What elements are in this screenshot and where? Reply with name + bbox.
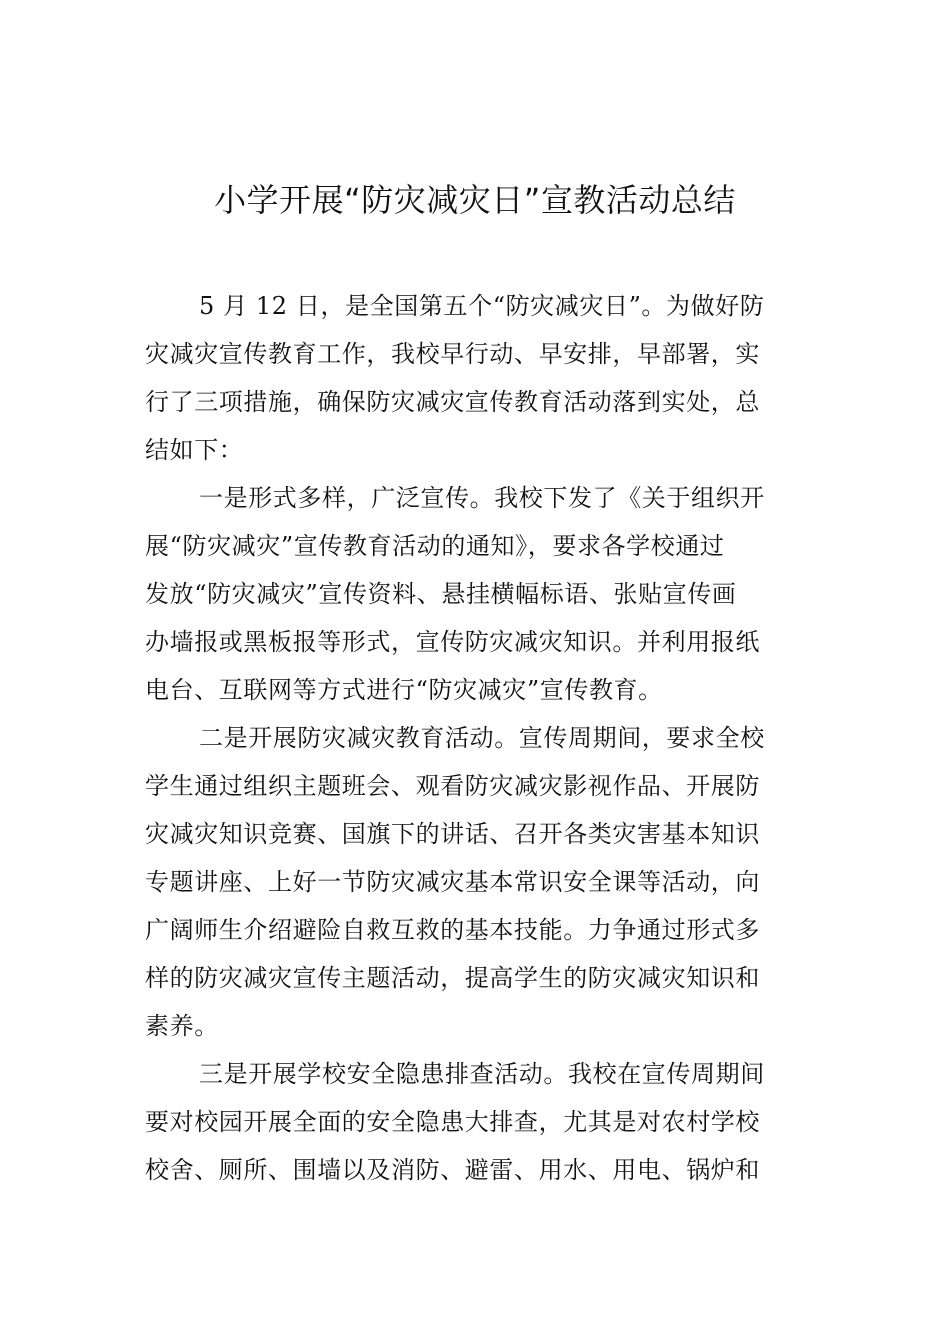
paragraph-line: 样的防灾减灾宣传主题活动，提高学生的防灾减灾知识和 — [145, 964, 760, 992]
paragraph-line: 广阔师生介绍避险自救互救的基本技能。力争通过形式多 — [145, 916, 760, 944]
paragraph-line: 灾减灾知识竞赛、国旗下的讲话、召开各类灾害基本知识 — [145, 820, 760, 848]
paragraph-line: 5 月 12 日，是全国第五个“防灾减灾日”。为做好防 — [199, 292, 765, 320]
paragraph-line: 发放“防灾减灾”宣传资料、悬挂横幅标语、张贴宣传画 — [145, 580, 737, 608]
document-body — [145, 282, 805, 1194]
paragraph-line: 办墙报或黑板报等形式，宣传防灾减灾知识。并利用报纸 — [145, 628, 760, 656]
paragraph-line: 灾减灾宣传教育工作，我校早行动、早安排，早部署，实 — [145, 340, 760, 368]
paragraph-line: 三是开展学校安全隐患排查活动。我校在宣传周期间 — [199, 1060, 765, 1088]
paragraph-line: 一是形式多样，广泛宣传。我校下发了《关于组织开 — [199, 484, 765, 512]
document-title: 小学开展“防灾减灾日”宣教活动总结 — [214, 181, 736, 219]
paragraph-measure-one — [145, 474, 805, 714]
paragraph-measure-three — [145, 1050, 805, 1194]
paragraph-line: 结如下： — [145, 436, 244, 464]
paragraph-line: 校舍、厕所、围墙以及消防、避雷、用水、用电、锅炉和 — [145, 1156, 760, 1184]
paragraph-line: 学生通过组织主题班会、观看防灾减灾影视作品、开展防 — [145, 772, 760, 800]
paragraph-line: 展“防灾减灾”宣传教育活动的通知》，要求各学校通过 — [145, 532, 725, 560]
paragraph-line: 素养。 — [145, 1012, 219, 1040]
paragraph-intro — [145, 282, 805, 474]
paragraph-line: 电台、互联网等方式进行“防灾减灾”宣传教育。 — [145, 676, 663, 704]
paragraph-measure-two — [145, 714, 805, 1050]
paragraph-line: 专题讲座、上好一节防灾减灾基本常识安全课等活动，向 — [145, 868, 760, 896]
paragraph-line: 行了三项措施，确保防灾减灾宣传教育活动落到实处，总 — [145, 388, 760, 416]
paragraph-line: 二是开展防灾减灾教育活动。宣传周期间，要求全校 — [199, 724, 765, 752]
paragraph-line: 要对校园开展全面的安全隐患大排查，尤其是对农村学校 — [145, 1108, 760, 1136]
